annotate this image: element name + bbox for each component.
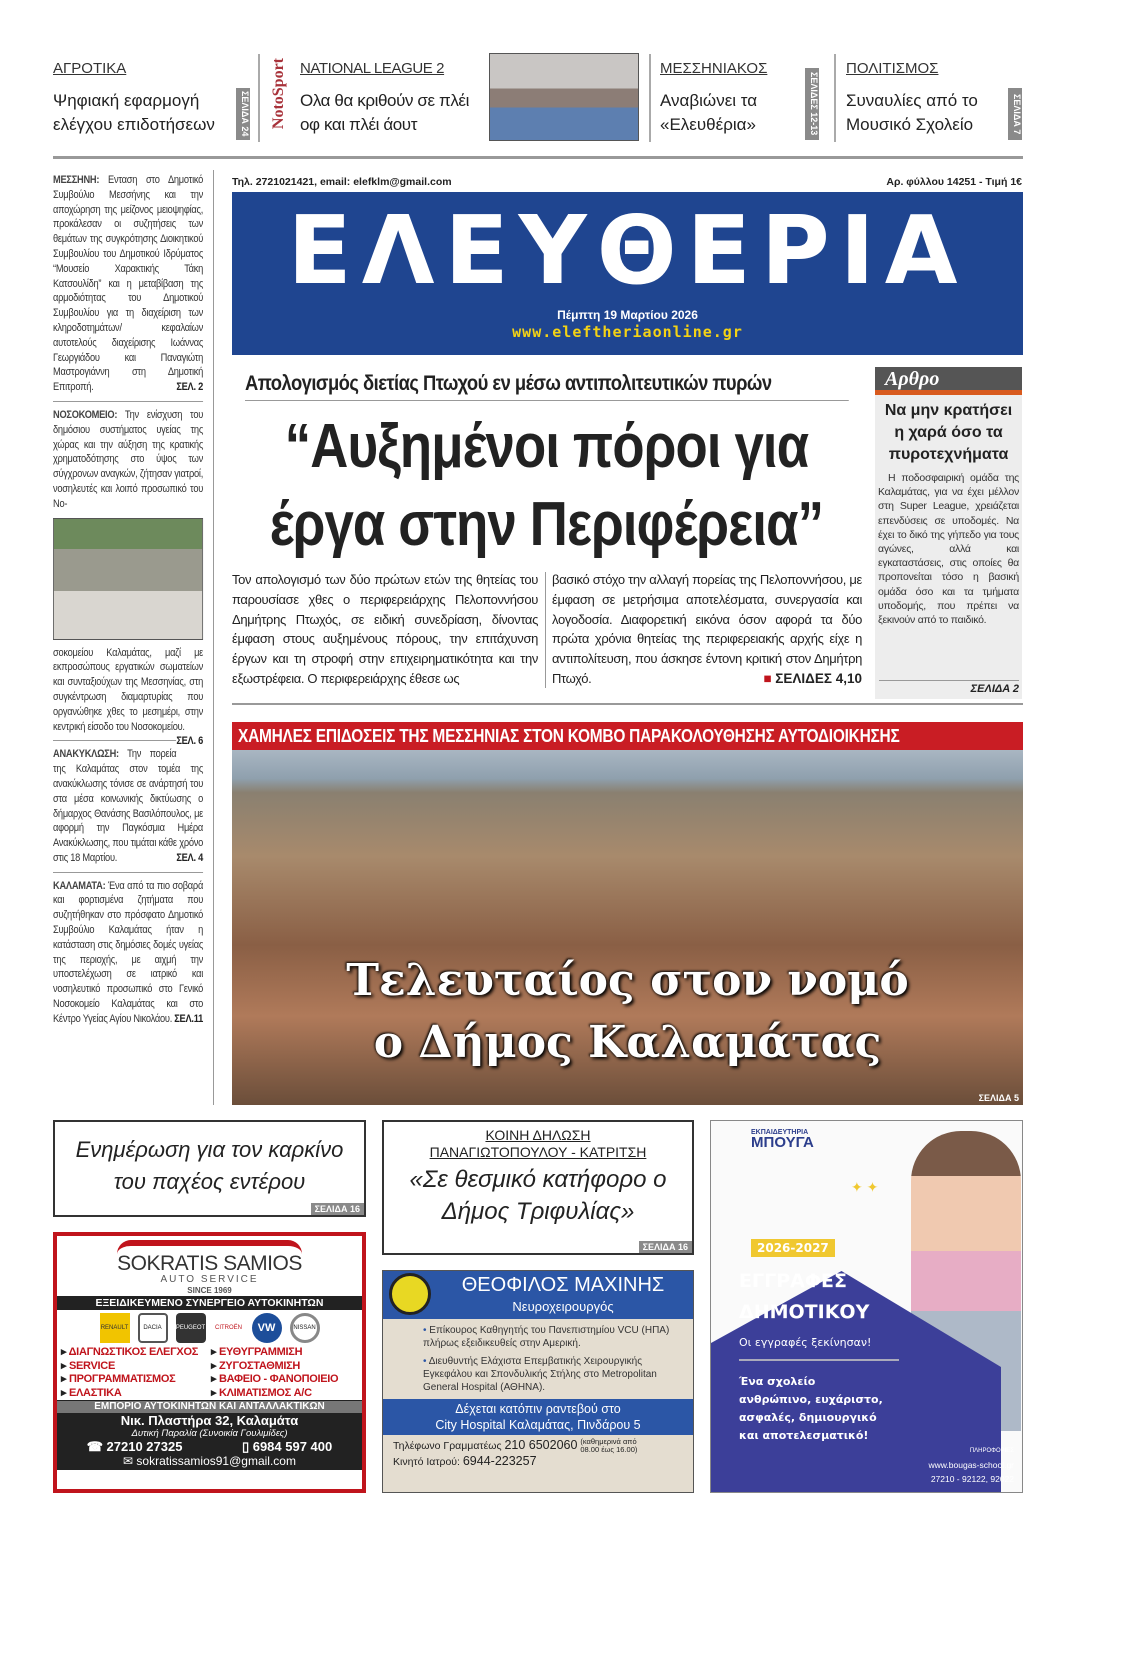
teaser-title: Ψηφιακή εφαρμογή ελέγχου επιδοτήσεων xyxy=(53,91,215,134)
brief-anakyklosi[interactable]: ΑΝΑΚΥΚΛΩΣΗ: Την πορεία της Καλαμάτας στον τομέα της ανακύκλωσης τόνισε σε ανάρτησή του στα μέσα κοινωνικής δικτύωσης ο δήμαρχος Θανάσης Βασιλόπουλος, με αφορμή την Παγκόσμια Ημέρα Ανακύκλωσης, που τιμάται κάθε χρόνο στις 18 Μαρτίου. ΣΕΛ. 4 xyxy=(53,748,204,864)
teaser-title: Ολα θα κριθούν σε πλέι οφ και πλέι άουτ xyxy=(300,91,469,134)
opinion-page: ΣΕΛΙΔΑ 2 xyxy=(879,680,1019,695)
association-seal-icon xyxy=(389,1273,431,1315)
lead-body-col1: Τον απολογισμό των δύο πρώτων ετών της θητείας του παρουσίασε χθες ο περιφερειάρχης Πελοποννήσου Δημήτρης Πτωχός, σε ειδική συνεδρίαση, δίνοντας έμφαση στους αυξημένους πόρους, την επιτάχυνση έργων και τη στροφή στην επιχειρηματικότητα και την εξωστρέφεια. Ο περιφερειάρχης έθεσε ως xyxy=(232,572,538,686)
top-rule xyxy=(53,156,1023,159)
contact-info: Τηλ. 2721021421, email: elefklm@gmail.com xyxy=(232,176,452,188)
lead-body-col2: βασικό στόχο την αλλαγή πορείας της Πελοποννήσου, με έμφαση σε μετρήσιμα αποτελέσματα, συνεργασία και λογοδοσία. Διαφορετική εικόνα όσον αφορά τα δύο πρώτα χρόνια θητείας της περιφερειακής αρχής είχε η αντιπολίτευση, που άσκησε έντονη κριτική στον Δημήτρη Πτωχό. ■ ΣΕΛΙΔΕΣ 4,10 xyxy=(552,572,862,686)
box-title: «Σε θεσμικό κατήφορο ο Δήμος Τριφυλίας» xyxy=(409,1166,667,1225)
services-list-right: ▸ ΕΥΘΥΓΡΑΜΜΙΣΗ ▸ ΖΥΓΟΣΤΑΘΜΙΣΗ ▸ ΒΑΦΕΙΟ - ΦΑΝΟΠΟΙΕΙΟ ▸ ΚΛΙΜΑΤΙΣΜΟΣ A/C xyxy=(211,1346,338,1400)
brief-messini[interactable]: ΜΕΣΣΗΝΗ: Ενταση στο Δημοτικό Συμβούλιο Μεσσήνης και την αποχώρηση της μείζονος μειοψηφίας, προκάλεσαν οι συζητήσεις των θεμάτων της συγκρότησης Διοικητικού Συμβουλίου του Δημοτικού Ιδρύματος “Μουσείο Χαρακτικής Τάκη Κατσουλίδη” και η μεταβίβαση της αρμοδιότητας του Δημοτικού Συμβουλίου για τη διαχείριση των κληροδοτημάτων/ κεφαλαίων αυτοτελούς διαχείρισης Ιωάννας Γεωργιάδου και Παναγιώτη Μαστρογιάννη στη Δημοτική Επιτροπή. ΣΕΛ. 2 xyxy=(53,174,204,394)
teaser-politismos[interactable] xyxy=(846,60,1004,137)
teaser-title: Συναυλίες από το Μουσικό Σχολείο xyxy=(846,91,978,134)
peugeot-logo-icon: PEUGEOT xyxy=(176,1313,206,1343)
renault-logo-icon: RENAULT xyxy=(100,1313,130,1343)
website-link[interactable]: www.eleftheriaonline.gr xyxy=(512,323,743,341)
box-page: ΣΕΛΙΔΑ 16 xyxy=(311,1203,364,1215)
teaser-national-league[interactable] xyxy=(300,60,485,137)
teaser-agrotika[interactable] xyxy=(53,60,233,137)
box-trifylia[interactable] xyxy=(382,1120,694,1255)
basketball-photo xyxy=(489,53,639,141)
brief-kalamata[interactable]: ΚΑΛΑΜΑΤΑ: Ένα από τα πιο σοβαρά και φορτισμένα ζητήματα που συζητήθηκαν στο πρόσφατο Δημοτικό Συμβούλιο Καλαμάτας ήταν η κατάσταση στις δημόσιες δομές υγείας της περιοχής, με αιχμή την υποστελέχωση σε ιατρικό και νοσηλευτικό προσωπικό στο Γενικό Νοσοκομείο Καλαμάτας και στο Κέντρο Υγείας Αγίου Νικολάου. ΣΕΛ.11 xyxy=(53,879,204,1025)
school-years: 2026-2027 xyxy=(751,1239,835,1257)
email-icon: ✉ sokratissamios91@gmail.com xyxy=(123,1454,296,1468)
school-phone: 27210 - 92122, 92022 xyxy=(930,1474,1014,1484)
box-kicker: ΠΑΝΑΓΙΩΤΟΠΟΥΛΟΥ - ΚΑΤΡΙΤΣΗ xyxy=(429,1144,647,1160)
box-cancer-info[interactable] xyxy=(53,1120,366,1217)
nissan-logo-icon: NISSAN xyxy=(290,1313,320,1343)
citroen-logo-icon: CITROËN xyxy=(215,1325,242,1331)
ad-neurosurgeon[interactable]: ΘΕΟΦΙΛΟΣ ΜΑΧΙΝΗΣ Νευροχειρουργός • Επίκουρος Καθηγητής του Πανεπιστημίου VCU (ΗΠΑ) πλήρως εξειδικευθείς στην Αμερική. • Διευθυντής Ελάχιστα Επεμβατικής Χειρουργικής Εγκεφάλου και Σπονδυλικής Στήλης στο Metropolitan General Hospital (ΑΘΗΝΑ). Δέχεται κατόπιν ραντεβού στο City Hospital Καλαμάτας, Πινδάρου 5 Τηλέφωνο Γραμματέως 210 6502060 (καθημερινά από 08.00 έως 16.00) Κινητό Ιατρού: 6944-223257 xyxy=(382,1270,694,1493)
protest-photo xyxy=(53,518,203,640)
photo-story[interactable] xyxy=(232,722,1023,1105)
teaser-messiniakos[interactable] xyxy=(660,60,800,137)
phone-icon: ☎ 27210 27325 xyxy=(86,1439,183,1454)
issue-date: Πέμπτη 19 Μαρτίου 2026 xyxy=(557,308,698,322)
doctor-phone[interactable]: 210 6502060 xyxy=(504,1438,578,1452)
ad-brand: SOKRATIS SAMIOS xyxy=(117,1252,302,1275)
doctor-mobile[interactable]: 6944-223257 xyxy=(462,1454,537,1469)
dacia-logo-icon: DACIA xyxy=(138,1313,168,1343)
box-title: Ενημέρωση για τον καρκίνο του παχέος εντέρου xyxy=(75,1137,344,1194)
services-list-left: ▸ ΔΙΑΓΝΩΣΤΙΚΟΣ ΕΛΕΓΧΟΣ ▸ SERVICE ▸ ΠΡΟΓΡΑΜΜΑΤΙΣΜΟΣ ▸ ΕΛΑΣΤΙΚΑ xyxy=(61,1346,211,1400)
newspaper-logo: ΕΛΕΥΘΕΡΙΑ xyxy=(287,197,968,306)
opinion-text: Η ποδοσφαιρική ομάδα της Καλαμάτας, για να έχει μέλλον στη Super League, χρειάζεται επενδύσεις σε υποδομές. Να έχει το δικό της γήπεδο για τους αγώνες, αλλά και εγκαταστάσεις, στις οποίες θα προπονείται τόσο η βασική ομάδα όσο και τα τμήματα υποδομής, που πρέπει να ξεκινούν από το παιδικό. xyxy=(878,472,1019,627)
box-kicker: ΚΟΙΝΗ ΔΗΛΩΣΗ xyxy=(485,1127,591,1143)
teaser-category: ΜΕΣΣΗΝΙΑΚΟΣ xyxy=(660,60,768,77)
notosport-logo: NotoSport xyxy=(270,58,287,130)
teaser-category: NATIONAL LEAGUE 2 xyxy=(300,60,445,77)
lead-pages: ΣΕΛΙΔΕΣ 4,10 xyxy=(775,670,862,686)
vw-logo-icon: VW xyxy=(252,1313,282,1343)
ad-address: Νικ. Πλαστήρα 32, Καλαμάτα xyxy=(120,1413,299,1428)
box-page: ΣΕΛΙΔΑ 16 xyxy=(639,1241,692,1253)
page-tag: ΣΕΛΙΔΕΣ 12-13 xyxy=(805,68,819,140)
photo-story-banner: ΧΑΜΗΛΕΣ ΕΠΙΔΟΣΕΙΣ ΤΗΣ ΜΕΣΣΗΝΙΑΣ ΣΤΟΝ ΚΟΜΒΟ ΠΑΡΑΚΟΛΟΥΘΗΣΗΣ ΑΥΤΟΔΙΟΙΚΗΣΗΣ xyxy=(238,726,900,746)
lead-kicker: Απολογισμός διετίας Πτωχού εν μέσω αντιπολιτευτικών πυρών xyxy=(245,372,849,401)
issue-info: Αρ. φύλλου 14251 - Τιμή 1€ xyxy=(886,176,1022,188)
sparkle-icon: ✦ ✦ xyxy=(851,1179,879,1195)
school-logo: ΕΚΠΑΙΔΕΥΤΗΡΙΑ ΜΠΟΥΓΑ xyxy=(751,1129,814,1151)
page-tag: ΣΕΛΙΔΑ 24 xyxy=(236,88,250,140)
school-website[interactable]: www.bougas-school.gr xyxy=(928,1460,1014,1470)
opinion-label: Αρθρο xyxy=(875,367,1022,395)
column-rule xyxy=(545,572,546,688)
column-rule xyxy=(213,170,214,1105)
opinion-box[interactable] xyxy=(875,367,1022,699)
opinion-title: Να μην κρατήσει η χαρά όσο τα πυροτεχνήματα xyxy=(884,402,1013,463)
brief-nosokomeio[interactable]: ΝΟΣΟΚΟΜΕΙΟ: Την ενίσχυση του δημόσιου συστήματος υγείας της χώρας και την αύξηση της κρατικής χρηματοδότησης στο ύψος των σύγχρονων αναγκών, ζήτησαν γιατροί, νοσηλευτές και λοιπό προσωπικό του Νο- xyxy=(53,408,204,510)
doctor-name: ΘΕΟΦΙΛΟΣ ΜΑΧΙΝΗΣ xyxy=(461,1274,665,1296)
section-rule xyxy=(232,703,1023,705)
divider xyxy=(834,54,836,142)
lead-headline[interactable]: “Αυξημένοι πόροι για έργα στην Περιφέρεια” xyxy=(269,412,824,559)
divider xyxy=(649,54,651,142)
photo-story-page: ΣΕΛΙΔΑ 5 xyxy=(978,1093,1019,1103)
teaser-title: Αναβιώνει τα «Ελευθέρια» xyxy=(660,91,758,134)
ad-bougas-school[interactable]: ΕΚΠΑΙΔΕΥΤΗΡΙΑ ΜΠΟΥΓΑ ✦ ✦ 2026-2027 ΕΓΓΡΑΦΕΣ ΔΗΜΟΤΙΚΟΥ Οι εγγραφές ξεκίνησαν! Ένα σχολείο ανθρώπινο, ευχάριστο, ασφαλές, δημιουργικό και αποτελεσματικό! ΠΛΗΡΟΦΟΡΙΕΣ www.bougas-school.gr 27210 - 92122, 92022 xyxy=(710,1120,1023,1493)
ad-sokratis-samios[interactable]: SOKRATIS SAMIOS AUTO SERVICE SINCE 1969 ΕΞΕΙΔΙΚΕΥΜΕΝΟ ΣΥΝΕΡΓΕΙΟ ΑΥΤΟΚΙΝΗΤΩΝ RENAULT DACIA PEUGEOT CITROËN VW NISSAN ▸ ΔΙΑΓΝΩΣΤΙΚΟΣ ΕΛΕΓΧΟΣ ▸ SERVICE ▸ ΠΡΟΓΡΑΜΜΑΤΙΣΜΟΣ ▸ ΕΛΑΣΤΙΚΑ ▸ ΕΥΘΥΓΡΑΜΜΙΣΗ ▸ ΖΥΓΟΣΤΑΘΜΙΣΗ ▸ ΒΑΦΕΙΟ - ΦΑΝΟΠΟΙΕΙΟ ▸ ΚΛΙΜΑΤΙΣΜΟΣ A/C ΕΜΠΟΡΙΟ ΑΥΤΟΚΙΝΗΤΩΝ ΚΑΙ ΑΝΤΑΛΛΑΚΤΙΚΩΝ Νικ. Πλαστήρα 32, Καλαμάτα Δυτική Παραλία (Συνοικία Γουλιμίδες) ☎ 27210 27325 ▯ 6984 597 400 ✉ sokratissamios91@gmail.com xyxy=(53,1232,366,1493)
masthead xyxy=(232,192,1023,355)
photo-story-headline: Τελευταίος στον νομό ο Δήμος Καλαμάτας xyxy=(346,955,909,1068)
mobile-icon: ▯ 6984 597 400 xyxy=(241,1439,333,1454)
divider xyxy=(258,54,260,142)
teaser-category: ΠΟΛΙΤΙΣΜΟΣ xyxy=(846,60,939,77)
teaser-category: ΑΓΡΟΤΙΚΑ xyxy=(53,60,127,77)
left-news-column: ΜΕΣΣΗΝΗ: Ενταση στο Δημοτικό Συμβούλιο Μεσσήνης και την αποχώρηση της μείζονος μειοψηφίας, προκάλεσαν οι συζητήσεις των θεμάτων της συγκρότησης Διοικητικού Συμβουλίου του Δημοτικού Ιδρύματος “Μουσείο Χαρακτικής Τάκη Κατσουλίδη” και η μεταβίβαση της αρμοδιότητας του Δημοτικού Συμβουλίου για τη διαχείριση των κληροδοτημάτων/ κεφαλαίων αυτοτελούς διαχείρισης Ιωάννας Γεωργιάδου και Παναγιώτη Μαστρογιάννη στη Δημοτική Επιτροπή. ΣΕΛ. 2 ΝΟΣΟΚΟΜΕΙΟ: Την ενίσχυση του δημόσιου συστήματος υγείας της χώρας και την αύξηση της κρατικής χρηματοδότησης στο ύψος των σύγχρονων αναγκών, ζήτησαν γιατροί, νοσηλευτές και λοιπό προσωπικό του Νο- σοκομείου Καλαμάτας, μαζί με εκπροσώπους εργατικών σωματείων και συνταξιούχων της Μεσσηνίας, στη συγκέντρωση διαμαρτυρίας που οργανώθηκε χθες το μεσημέρι, στην κεντρική είσοδο του Νοσοκομείου. ΣΕΛ. 6 ΑΝΑΚΥΚΛΩΣΗ: Την πορεία της Καλαμάτας στον τομέα της ανακύκλωσης τόνισε σε ανάρτησή του στα μέσα κοινωνικής δικτύωσης ο δήμαρχος Θανάσης Βασιλόπουλος, με αφορμή την Παγκόσμια Ημέρα Ανακύκλωσης, που τιμάται κάθε χρόνο στις 18 Μαρτίου. ΣΕΛ. 4 ΚΑΛΑΜΑΤΑ: Ένα από τα πιο σοβαρά και φορτισμένα ζητήματα που συζητήθηκαν στο πρόσφατο Δημοτικό Συμβούλιο Καλαμάτας ήταν η κατάσταση στις δημόσιες δομές υγείας της περιοχής, με αιχμή την υποστελέχωση σε ιατρικό και νοσηλευτικό προσωπικό στο Γενικό Νοσοκομείο Καλαμάτας και στο Κέντρο Υγείας Αγίου Νικολάου. ΣΕΛ.11 xyxy=(53,174,204,1025)
car-brand-logos xyxy=(57,1313,362,1343)
doctor-role: Νευροχειρουργός xyxy=(512,1299,614,1314)
page-tag: ΣΕΛΙΔΑ 7 xyxy=(1008,88,1022,140)
